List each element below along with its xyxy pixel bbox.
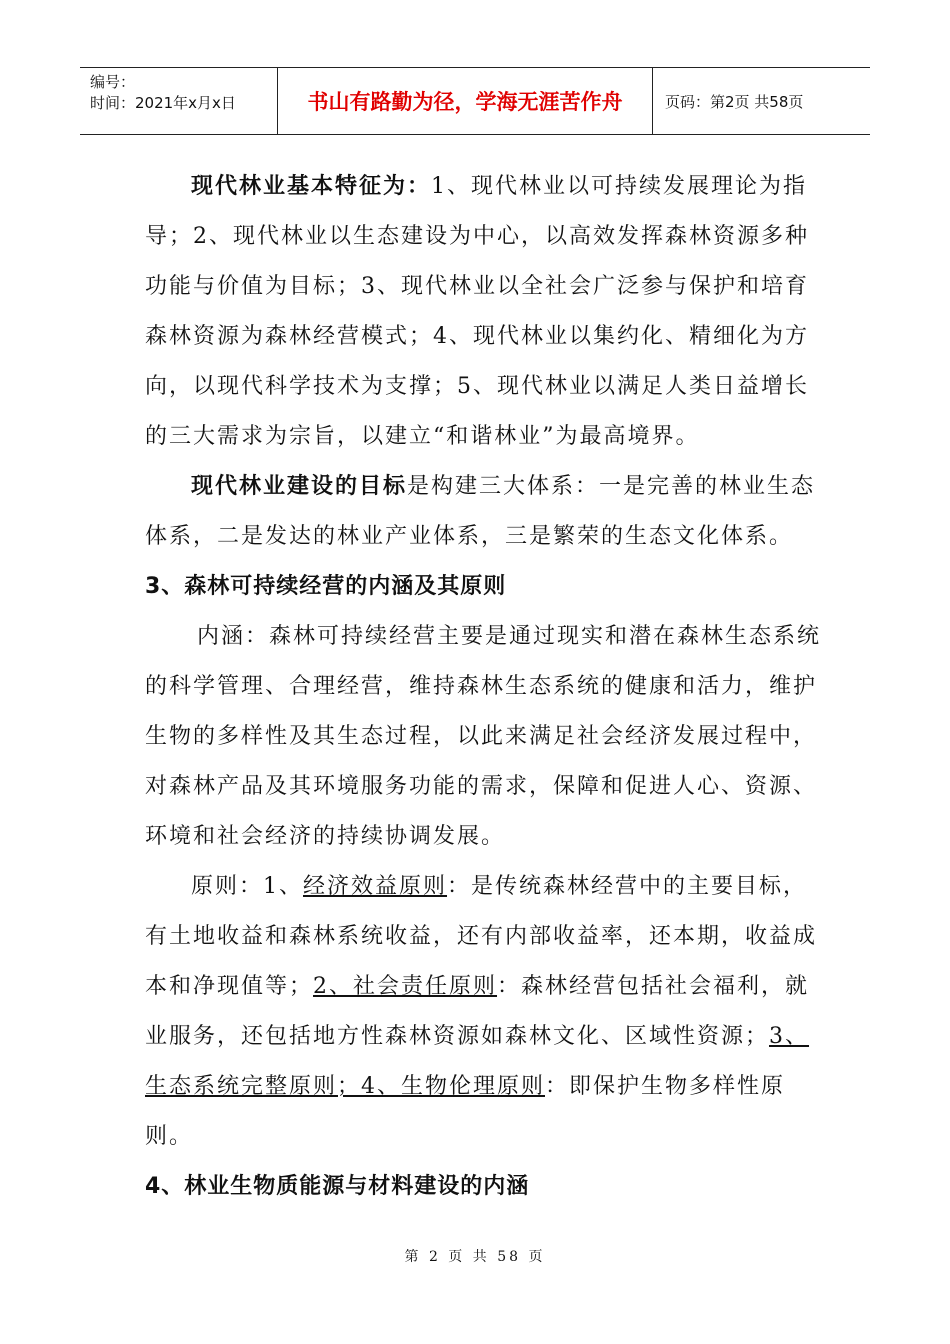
features-text: 1、现代林业以可持续发展理论为指导；2、现代林业以生态建设为中心，以高效发挥森林资源多种功能与价值为目标；3、现代林业以全社会广泛参与保护和培育森林资源为森林经营模式；4、现代林业以集约化、精细化为方向，以现代科学技术为支撑；5、现代林业以满足人类日益增长的三大需求为宗旨，以建立“和谐林业”为最高境界。 [145, 174, 809, 449]
principle1-name: 经济效益原则 [303, 874, 448, 899]
features-lead: 现代林业基本特征为： [191, 174, 432, 199]
principle-prefix: 原则：1、 [191, 874, 303, 899]
serial-label: 编号： [90, 73, 136, 91]
principle2-text: ：森林经营包括社会福利，就业服务，还包括地方性森林资源如森林文化、区域性资源； [145, 974, 810, 1049]
paragraph-connotation: 内涵：森林可持续经营主要是通过现实和潜在森林生态系统的科学管理、合理经营，维持森林生态系统的健康和活力，维护生物的多样性及其生态过程，以此来满足社会经济发展过程中，对森林产品及其环境服务功能的需求，保障和促进人心、资源、环境和社会经济的持续协调发展。 [145, 624, 822, 849]
goals-text: 是构建三大体系：一是完善的林业生态体系，二是发达的林业产业体系，三是繁荣的生态文化体系。 [145, 474, 816, 549]
paragraph-features [145, 162, 825, 462]
principle2-name: 2、社会责任原则 [313, 974, 498, 999]
paragraph-goals [145, 462, 825, 562]
page-footer: 第 2 页 共 58 页 [404, 1249, 546, 1265]
section-heading-3: 3、森林可持续经营的内涵及其原则 [145, 574, 507, 599]
document-body [145, 162, 825, 1212]
header-page-info: 页码：第2页 共58页 [665, 92, 804, 111]
header-motto: 书山有路勤为径，学海无涯苦作舟 [278, 68, 653, 134]
paragraph-principles [145, 862, 825, 1162]
principle34-name: 3、生态系统完整原则；4、生物伦理原则 [145, 1024, 810, 1099]
principle1-text: ：是传统森林经营中的主要目标，有土地收益和森林系统收益，还有内部收益率，还本期，收益成本和净现值等； [145, 874, 818, 999]
time-label: 时间：2021年x月x日 [90, 94, 236, 112]
header-meta [80, 68, 278, 134]
goals-lead: 现代林业建设的目标 [191, 474, 408, 499]
page-header [80, 67, 870, 135]
section-heading-4: 4、林业生物质能源与材料建设的内涵 [145, 1174, 530, 1199]
principle34-text: ：即保护生物多样性原则。 [145, 1074, 786, 1149]
